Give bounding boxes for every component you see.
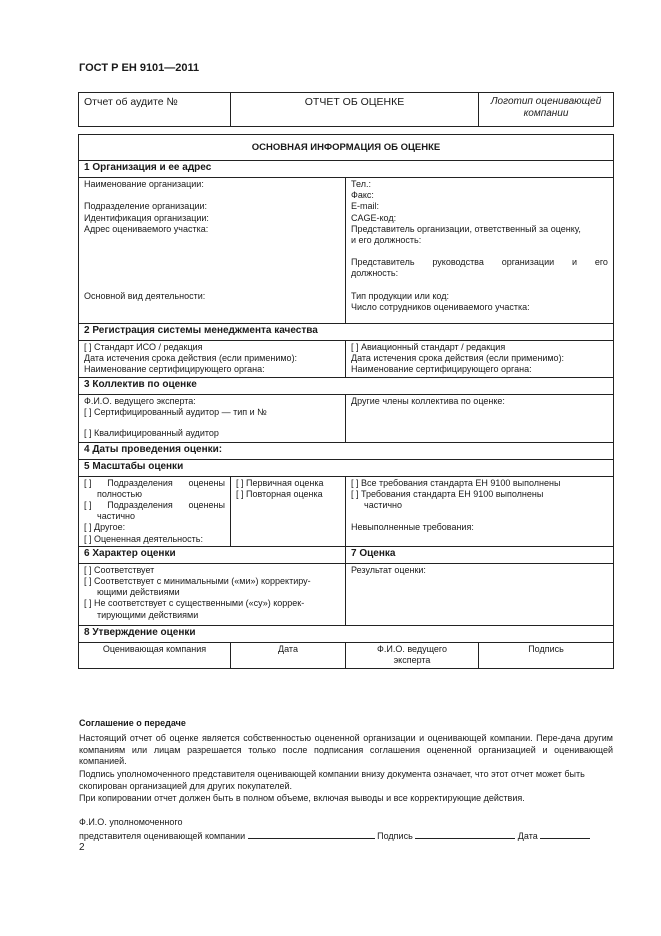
section-1-title: 1 Организация и ее адрес bbox=[79, 161, 614, 178]
section-5-requirements: [ ] Все требования стандарта ЕН 9100 выполнены [ ] Требования стандарта ЕН 9100 выполнены частично Невыполненные требования: bbox=[346, 476, 614, 546]
audit-number-cell: Отчет об аудите № bbox=[79, 93, 231, 127]
assessment-form bbox=[78, 92, 614, 669]
section-5-scope: [ ] Подразделения оценены полностью [ ] Подразделения оценены частично [ ] Другое: [ ] Оцененная деятельность: bbox=[79, 476, 231, 546]
section-2-right: [ ] Авиационный стандарт / редакция Дата истечения срока действия (если применимо): Наименование сертифицирующего органа: bbox=[346, 341, 614, 378]
document-header: ГОСТ Р ЕН 9101—2011 bbox=[79, 62, 200, 74]
section-6-body: [ ] Соответствует [ ] Соответствует с минимальными («ми») корректиру- ющими действиями [ ] Не соответствует с существенными («су») коррек- тирующими действиями bbox=[79, 563, 346, 625]
section-1-left: Наименование организации: Подразделение организации: Идентификация организации: Адрес оцениваемого участка: Основной вид деятельности: bbox=[79, 178, 346, 324]
section-5-type: [ ] Первичная оценка [ ] Повторная оценка bbox=[231, 476, 346, 546]
sig-col-company: Оценивающая компания bbox=[79, 642, 231, 668]
section-1-right: Тел.: Факс: E-mail: CAGE-код: Представитель организации, ответственный за оценку, и его должность: Представитель руководства организации и его должность: Тип продукции или код: Число сотрудников оцениваемого участка: bbox=[346, 178, 614, 324]
section-6-title: 6 Характер оценки bbox=[79, 546, 346, 563]
section-7-body: Результат оценки: bbox=[346, 563, 614, 625]
page-number: 2 bbox=[79, 842, 85, 853]
transfer-title: Соглашение о передаче bbox=[79, 718, 186, 728]
logo-cell: Логотип оценивающей компании bbox=[479, 93, 614, 127]
sig-col-lead: Ф.И.О. ведущего эксперта bbox=[346, 642, 479, 668]
section-7-title: 7 Оценка bbox=[346, 546, 614, 563]
section-3-title: 3 Коллектив по оценке bbox=[79, 377, 614, 394]
transfer-p3: При копировании отчет должен быть в полном объеме, включая выводы и все корректирующие действия. bbox=[79, 793, 525, 803]
section-3-left: Ф.И.О. ведущего эксперта: [ ] Сертифицированный аудитор — тип и № [ ] Квалифицированный аудитор bbox=[79, 394, 346, 442]
section-8-title: 8 Утверждение оценки bbox=[79, 625, 614, 642]
main-title: ОСНОВНАЯ ИНФОРМАЦИЯ ОБ ОЦЕНКЕ bbox=[79, 135, 614, 161]
section-2-left: [ ] Стандарт ИСО / редакция Дата истечения срока действия (если применимо): Наименование сертифицирующего органа: bbox=[79, 341, 346, 378]
section-2-title: 2 Регистрация системы менеджмента качества bbox=[79, 324, 614, 341]
section-5-title: 5 Масштабы оценки bbox=[79, 459, 614, 476]
sig-col-date: Дата bbox=[231, 642, 346, 668]
report-title: ОТЧЕТ ОБ ОЦЕНКЕ bbox=[231, 93, 479, 127]
footer-line1: Ф.И.О. уполномоченного bbox=[79, 817, 183, 827]
sig-col-signature: Подпись bbox=[479, 642, 614, 668]
transfer-p2: Подпись уполномоченного представителя оценивающей компании внизу документа означает, что этот отчет может быть скопирован организацией для других покупателей. bbox=[79, 769, 585, 791]
transfer-p1: Настоящий отчет об оценке является собственностью оцененной организации и оценивающей компании. Пере-дача другим компаниям или лицам разрешается только после подписания соглашения оцененной организацией и оценивающей компанией. bbox=[79, 733, 613, 766]
section-3-right: Другие члены коллектива по оценке: bbox=[346, 394, 614, 442]
section-4-title: 4 Даты проведения оценки: bbox=[79, 442, 614, 459]
footer-signature-line: представителя оценивающей компании Подпись Дата bbox=[79, 829, 613, 843]
